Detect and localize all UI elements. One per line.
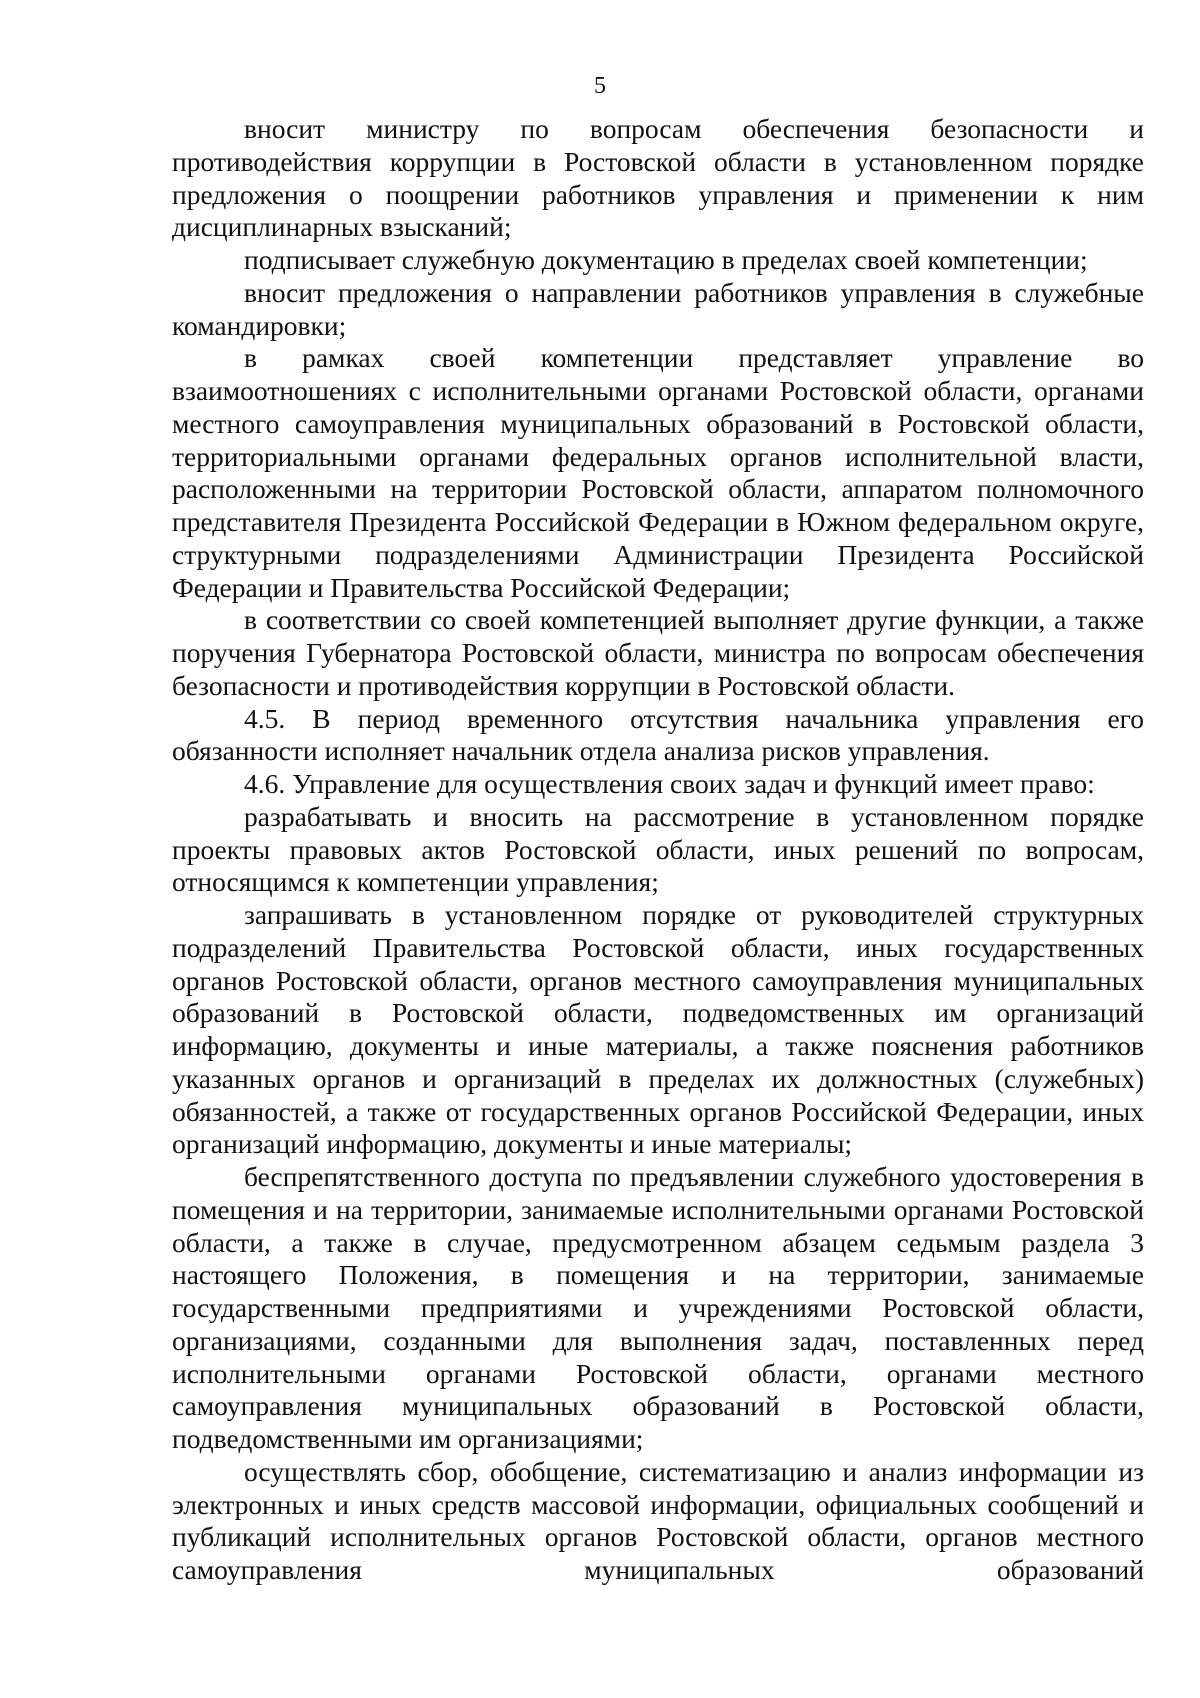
paragraph: беспрепятственного доступа по предъявлении служебного удостоверения в помещения и на территории, занимаемые исполнительными органами Ростовской области, а также в случае, предусмотренном абзацем седьмым раздела 3 настоящего Положения, в помещения и на территории, занимаемые государственными предприятиями и учреждениями Ростовской области, организациями, созданными для выполнения задач, поставленных перед исполнительными органами Ростовской области, органами местного самоуправления муниципальных образований в Ростовской области, подведомственными им организациями; — [172, 1161, 1144, 1454]
paragraph: вносит министру по вопросам обеспечения безопасности и противодействия коррупции в Ростовской области в установленном порядке предложения о поощрении работников управления и применении к ним дисциплинарных взысканий; — [172, 113, 1144, 243]
paragraph: осуществлять сбор, обобщение, систематизацию и анализ информации из электронных и иных средств массовой информации, официальных сообщений и публикаций исполнительных органов Ростовской области, органов местного самоуправления муниципальных образований — [172, 1455, 1144, 1585]
paragraph: подписывает служебную документацию в пределах своей компетенции; — [244, 244, 1088, 275]
document-body — [172, 113, 1144, 1587]
paragraph: 4.6. Управление для осуществления своих задач и функций имеет право: — [244, 768, 1095, 799]
paragraph: в соответствии со своей компетенцией выполняет другие функции, а также поручения Губернатора Ростовской области, министра по вопросам обеспечения безопасности и противодействия коррупции в Ростовской области. — [172, 604, 1144, 701]
paragraph: запрашивать в установленном порядке от руководителей структурных подразделений Правительства Ростовской области, иных государственных органов Ростовской области, органов местного самоуправления муниципальных образований в Ростовской области, подведомственных им организаций информацию, документы и иные материалы, а также пояснения работников указанных органов и организаций в пределах их должностных (служебных) обязанностей, а также от государственных органов Российской Федерации, иных организаций информацию, документы и иные материалы; — [172, 899, 1144, 1160]
paragraph: разрабатывать и вносить на рассмотрение в установленном порядке проекты правовых актов Ростовской области, иных решений по вопросам, относящимся к компетенции управления; — [172, 800, 1144, 898]
paragraph: в рамках своей компетенции представляет управление во взаимоотношениях с исполнительными органами Ростовской области, органами местного самоуправления муниципальных образований в Ростовской области, территориальными органами федеральных органов исполнительной власти, расположенными на территории Ростовской области, аппаратом полномочного представителя Президента Российской Федерации в Южном федеральном округе, структурными подразделениями Администрации Президента Российской Федерации и Правительства Российской Федерации; — [172, 342, 1144, 603]
page-number: 5 — [594, 73, 606, 99]
paragraph: вносит предложения о направлении работников управления в служебные командировки; — [172, 276, 1144, 341]
paragraph: 4.5. В период временного отсутствия начальника управления его обязанности исполняет начальник отдела анализа рисков управления. — [172, 702, 1144, 767]
